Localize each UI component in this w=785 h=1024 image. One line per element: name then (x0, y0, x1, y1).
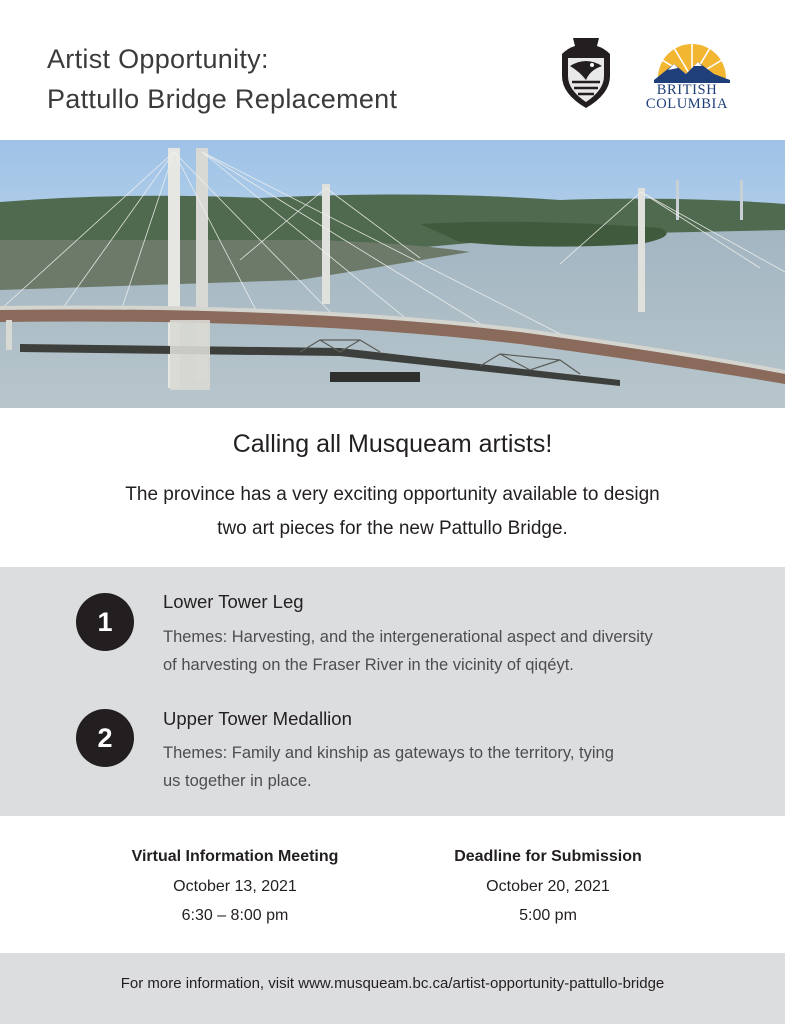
item-description-line: Themes: Harvesting, and the intergenerational aspect and diversity (163, 628, 653, 646)
deadline-block (418, 845, 678, 930)
item-description-line: Themes: Family and kinship as gateways to the territory, tying (163, 744, 614, 762)
art-pieces-panel (0, 567, 785, 816)
page-title-line2: Pattullo Bridge Replacement (47, 84, 398, 114)
footer-info-link[interactable]: For more information, visit www.musqueam.bc.ca/artist-opportunity-pattullo-bridge (120, 975, 665, 992)
deadline-date: October 20, 2021 (486, 878, 610, 895)
info-meeting-block (105, 845, 365, 930)
item-number-badge: 1 (76, 593, 134, 651)
bridge-rendering-image (0, 140, 785, 408)
bc-logo-text-line1: BRITISH (656, 82, 718, 98)
musqueam-crest-icon (560, 36, 612, 110)
call-description-line1: The province has a very exciting opportunity available to design (125, 484, 660, 505)
deadline-time: 5:00 pm (519, 907, 577, 924)
item-description-line: us together in place. (163, 772, 312, 790)
item-description-line: of harvesting on the Fraser River in the vicinity of qiqéyt. (163, 656, 574, 674)
item-title-upper-tower-medallion: Upper Tower Medallion (163, 708, 352, 729)
info-meeting-label: Virtual Information Meeting (131, 848, 339, 865)
item-title-lower-tower-leg: Lower Tower Leg (163, 591, 304, 612)
info-meeting-time: 6:30 – 8:00 pm (181, 907, 289, 924)
bc-logo-text-line2: COLUMBIA (645, 96, 729, 112)
call-heading: Calling all Musqueam artists! (232, 430, 553, 458)
item-number-badge: 2 (76, 709, 134, 767)
page-title-line1: Artist Opportunity: (47, 44, 269, 74)
info-meeting-date: October 13, 2021 (173, 878, 297, 895)
footer-bar (0, 953, 785, 1024)
call-description-line2: two art pieces for the new Pattullo Bridge. (217, 518, 568, 539)
deadline-label: Deadline for Submission (454, 848, 642, 865)
